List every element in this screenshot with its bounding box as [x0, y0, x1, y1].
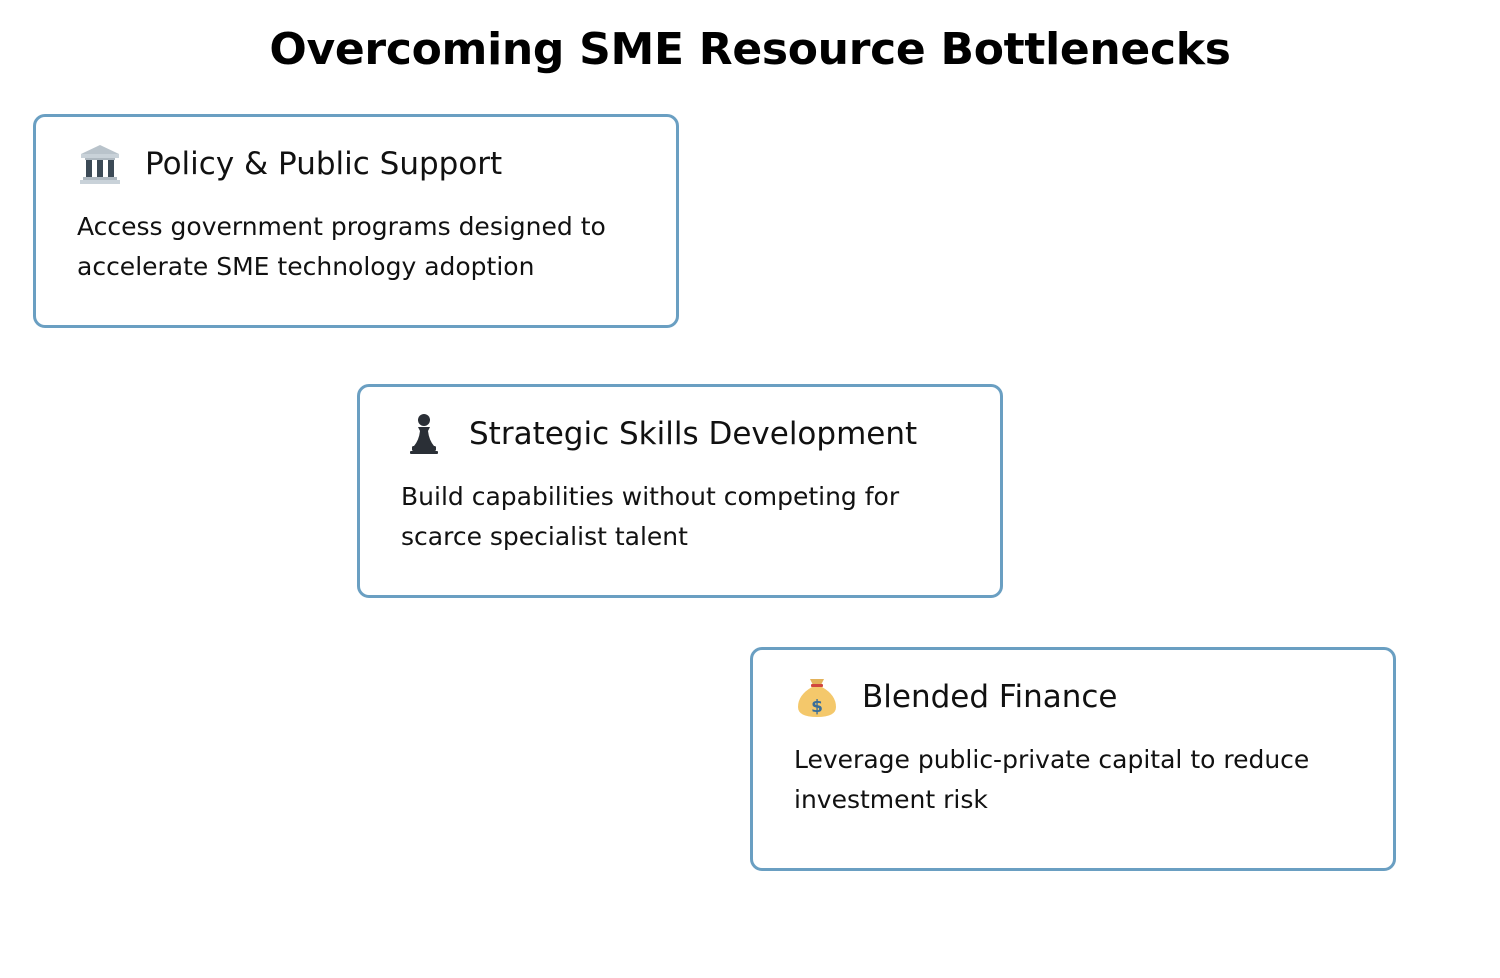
card-policy-public-support: [33, 114, 679, 328]
card-header: [401, 413, 970, 455]
page-title: Overcoming SME Resource Bottlenecks: [269, 24, 1231, 75]
money-bag-icon: [794, 674, 840, 720]
card-blended-finance: [750, 647, 1396, 871]
svg-text:$: $: [811, 697, 823, 717]
card-title: Policy & Public Support: [145, 146, 503, 182]
card-description: Access government programs designed to accelerate SME technology adoption: [77, 212, 606, 281]
card-header: [794, 676, 1363, 718]
card-description: Build capabilities without competing for scarce specialist talent: [401, 482, 900, 551]
classical-building-icon: [77, 141, 123, 187]
card-strategic-skills-development: [357, 384, 1003, 598]
card-title: Blended Finance: [862, 679, 1118, 715]
chess-pawn-icon: [401, 411, 447, 457]
card-header: [77, 143, 646, 185]
card-title: Strategic Skills Development: [469, 416, 918, 452]
card-description: Leverage public-private capital to reduce investment risk: [794, 745, 1310, 814]
